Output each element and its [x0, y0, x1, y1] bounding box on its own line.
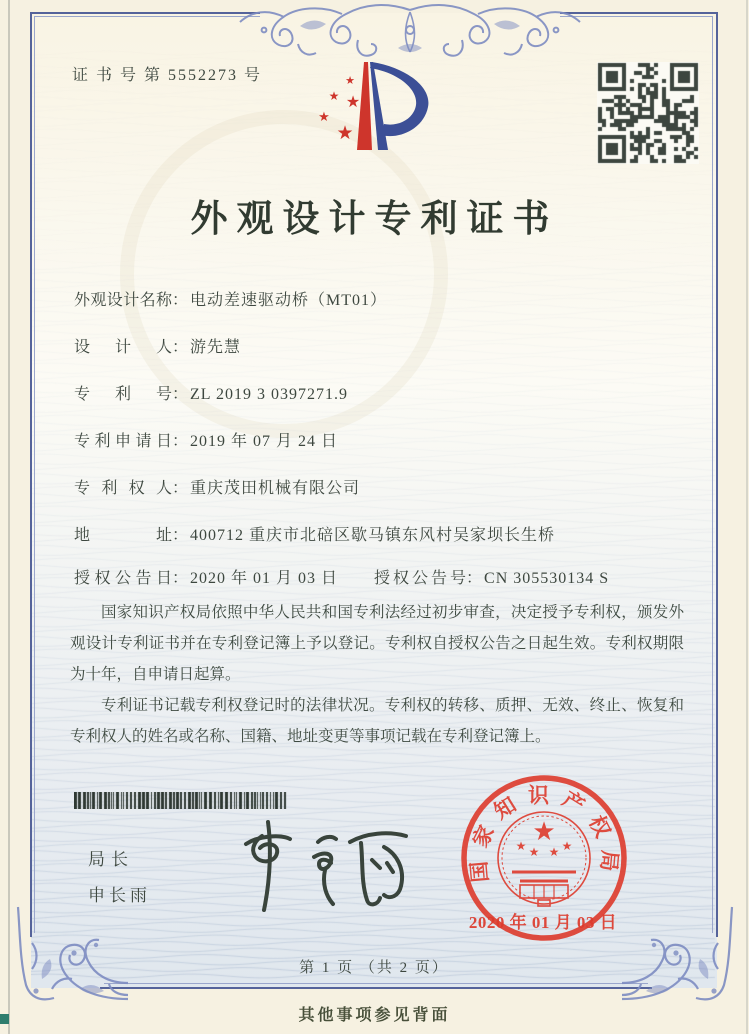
field-colon: ：: [172, 386, 189, 403]
director-name: 申长雨: [88, 886, 151, 905]
field-colon: ：: [466, 570, 483, 587]
director-title: 局长: [88, 850, 134, 869]
lace-corner-bottom-left: [8, 903, 140, 1005]
field-patent-number: [74, 381, 348, 404]
field-value: 电动差速驱动桥（MT01）: [190, 292, 388, 309]
handwritten-signature: [200, 812, 424, 920]
field-filing-date: [74, 428, 338, 451]
frame-top-left-inner: [34, 16, 260, 17]
field-colon: ：: [172, 292, 189, 309]
svg-text:★: ★: [336, 122, 354, 144]
field-label: 授权公告日: [74, 570, 172, 587]
svg-text:★: ★: [515, 839, 527, 853]
lace-border-top: [238, 0, 582, 62]
svg-text:★: ★: [318, 110, 330, 125]
svg-text:★: ★: [345, 92, 361, 111]
frame-left-inner: [34, 16, 35, 933]
legal-text: [70, 597, 684, 752]
frame-bottom-inner: [104, 983, 648, 984]
barcode: [74, 792, 288, 809]
certificate-title: 外观设计专利证书: [190, 199, 559, 240]
scan-edge-left: [8, 0, 10, 1034]
legal-paragraph-2: 专利证书记载专利权登记时的法律状况。专利权的转移、质押、无效、终止、恢复和专利权人的姓名或名称、国籍、地址变更等事项记载在专利登记簿上。: [70, 697, 684, 745]
frame-top-right-segment: [560, 12, 718, 14]
field-label: 授权公告号: [374, 570, 466, 587]
frame-top-left-segment: [30, 12, 260, 14]
frame-right-inner: [712, 16, 713, 933]
frame-right: [716, 12, 718, 937]
seal-text: 国家知识产权局: [465, 783, 623, 884]
field-colon: ：: [172, 339, 189, 356]
field-label: 外观设计名称: [74, 292, 172, 309]
field-colon: ：: [172, 570, 189, 587]
frame-top-right-inner: [560, 16, 713, 17]
field-design-name: [74, 287, 387, 310]
field-label: 专利申请日: [74, 433, 172, 450]
svg-text:★: ★: [548, 845, 560, 859]
field-value: ZL 2019 3 0397271.9: [190, 386, 348, 403]
field-designer: [74, 334, 241, 357]
field-grant-date: [74, 565, 610, 588]
svg-text:★: ★: [528, 845, 540, 859]
field-address: [74, 522, 555, 545]
frame-bottom: [100, 987, 652, 989]
field-grant-number: [374, 565, 609, 588]
svg-text:★: ★: [328, 89, 340, 103]
emblem-star-large: ★: [532, 817, 556, 847]
field-value: 2019 年 07 月 24 日: [190, 433, 339, 450]
field-colon: ：: [172, 480, 189, 497]
field-label: 专利号: [74, 386, 172, 403]
field-value: 游先慧: [190, 339, 242, 356]
field-value: 400712 重庆市北碚区歇马镇东风村吴家坝长生桥: [190, 527, 556, 544]
field-label: 地址: [74, 527, 172, 544]
frame-left: [30, 12, 32, 937]
svg-text:★: ★: [561, 839, 573, 853]
svg-text:★: ★: [345, 74, 355, 87]
cnipa-logo-icon: [308, 60, 436, 160]
reverse-side-note: 其他事项参见背面: [298, 1007, 451, 1024]
scan-edge-right: [746, 0, 748, 1034]
certificate-number: 证 书 号 第 5552273 号: [72, 67, 263, 84]
field-patentee: [74, 475, 360, 498]
field-value: CN 305530134 S: [484, 570, 610, 587]
field-colon: ：: [172, 433, 189, 450]
field-value: 2020 年 01 月 03 日: [190, 570, 339, 587]
field-label: 设计人: [74, 339, 172, 356]
seal-date: 2020 年 01 月 03 日: [468, 913, 618, 932]
page-indicator: 第 1 页 （共 2 页）: [299, 960, 449, 976]
qr-code-icon: [597, 62, 699, 164]
legal-paragraph-1: 国家知识产权局依照中华人民共和国专利法经过初步审查，决定授予专利权，颁发外观设计专利证书并在专利登记簿上予以登记。专利权自授权公告之日起生效。专利权期限为十年，自申请日起算。: [70, 604, 684, 683]
field-label: 专利权人: [74, 480, 172, 497]
field-value: 重庆茂田机械有限公司: [190, 480, 361, 497]
field-colon: ：: [172, 527, 189, 544]
